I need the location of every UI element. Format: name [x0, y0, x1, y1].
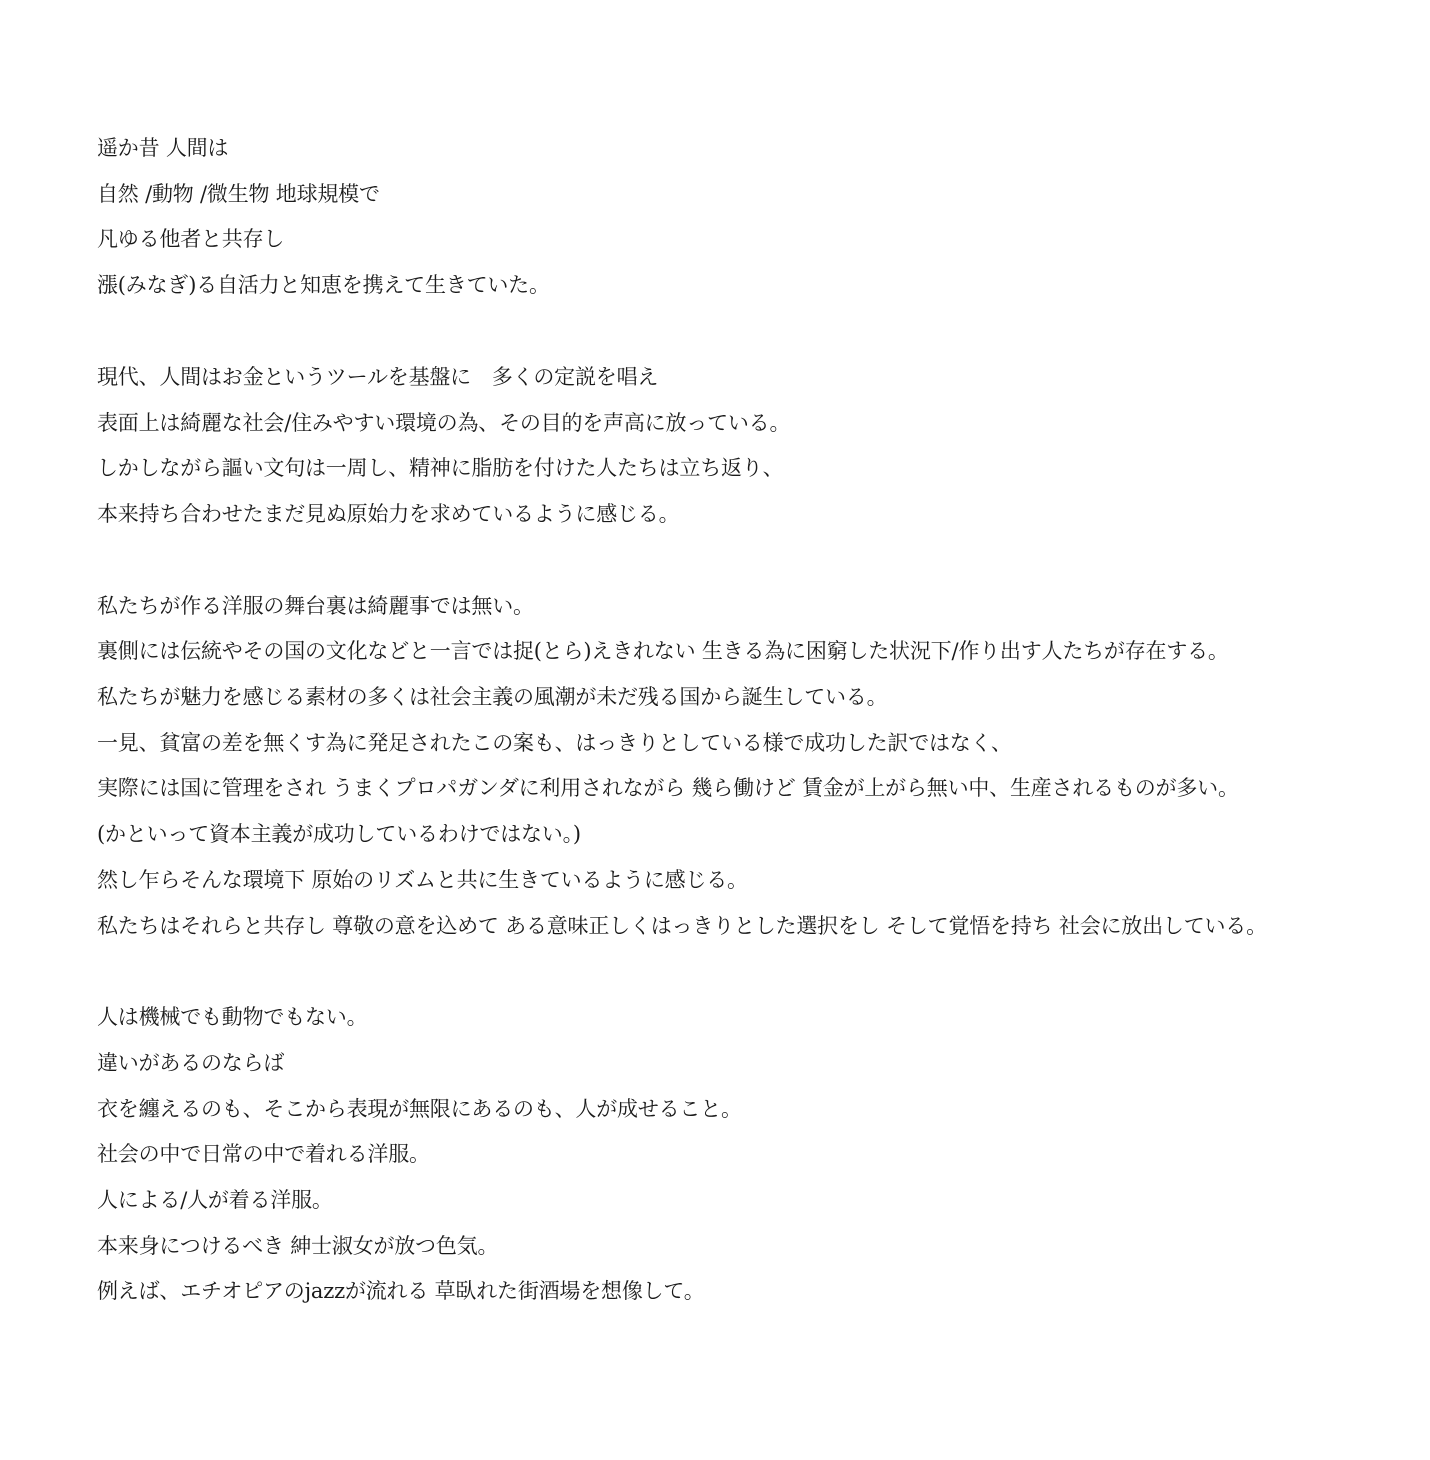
statement-text	[97, 126, 1407, 1361]
text-line: 裏側には伝統やその国の文化などと一言では捉(とら)えきれない 生きる為に困窮した状況下/作り出す人たちが存在する。	[97, 639, 1229, 664]
text-line: しかしながら謳い文句は一周し、精神に脂肪を付けた人たちは立ち返り、	[97, 456, 784, 481]
text-line: 私たちが作る洋服の舞台裏は綺麗事では無い。	[97, 593, 534, 618]
text-line: 本来持ち合わせたまだ見ぬ原始力を求めているように感じる。	[97, 501, 680, 526]
text-line: 現代、人間はお金というツールを基盤に 多くの定説を唱え	[97, 364, 659, 389]
text-line: (かといって資本主義が成功しているわけではない。)	[97, 822, 581, 847]
paragraph-3	[97, 584, 1407, 950]
text-line: 衣を纏えるのも、そこから表現が無限にあるのも、人が成せること。	[97, 1096, 742, 1121]
text-line: 一見、貧富の差を無くす為に発足されたこの案も、はっきりとしている様で成功した訳ではなく、	[97, 730, 1012, 755]
text-line: 本来身につけるべき 紳士淑女が放つ色気。	[97, 1233, 499, 1258]
text-line: 漲(みなぎ)る自活力と知恵を携えて生きていた。	[97, 273, 550, 298]
text-line: 人による/人が着る洋服。	[97, 1188, 333, 1213]
text-line: 違いがあるのならば	[97, 1050, 285, 1075]
text-line: 例えば、エチオピアのjazzが流れる 草臥れた街酒場を想像して。	[97, 1279, 705, 1304]
text-line: 実際には国に管理をされ うまくプロパガンダに利用されながら 幾ら働けど 賃金が上がら無い中、生産されるものが多い。	[97, 776, 1239, 801]
text-line: 人は機械でも動物でもない。	[97, 1005, 368, 1030]
text-line: 凡ゆる他者と共存し	[97, 227, 285, 252]
paragraph-4	[97, 995, 1407, 1315]
text-line: 私たちはそれらと共存し 尊敬の意を込めて ある意味正しくはっきりとした選択をし そして覚悟を持ち 社会に放出している。	[97, 913, 1267, 938]
paragraph-1	[97, 126, 1407, 309]
text-line: 然し乍らそんな環境下 原始のリズムと共に生きているように感じる。	[97, 867, 748, 892]
text-line: 遥か昔 人間は	[97, 136, 229, 160]
text-line: 表面上は綺麗な社会/住みやすい環境の為、その目的を声高に放っている。	[97, 410, 791, 435]
text-line: 社会の中で日常の中で着れる洋服。	[97, 1142, 430, 1167]
text-line: 自然 /動物 /微生物 地球規模で	[97, 181, 380, 206]
paragraph-2	[97, 355, 1407, 538]
text-line: 私たちが魅力を感じる素材の多くは社会主義の風潮が未だ残る国から誕生している。	[97, 685, 888, 710]
